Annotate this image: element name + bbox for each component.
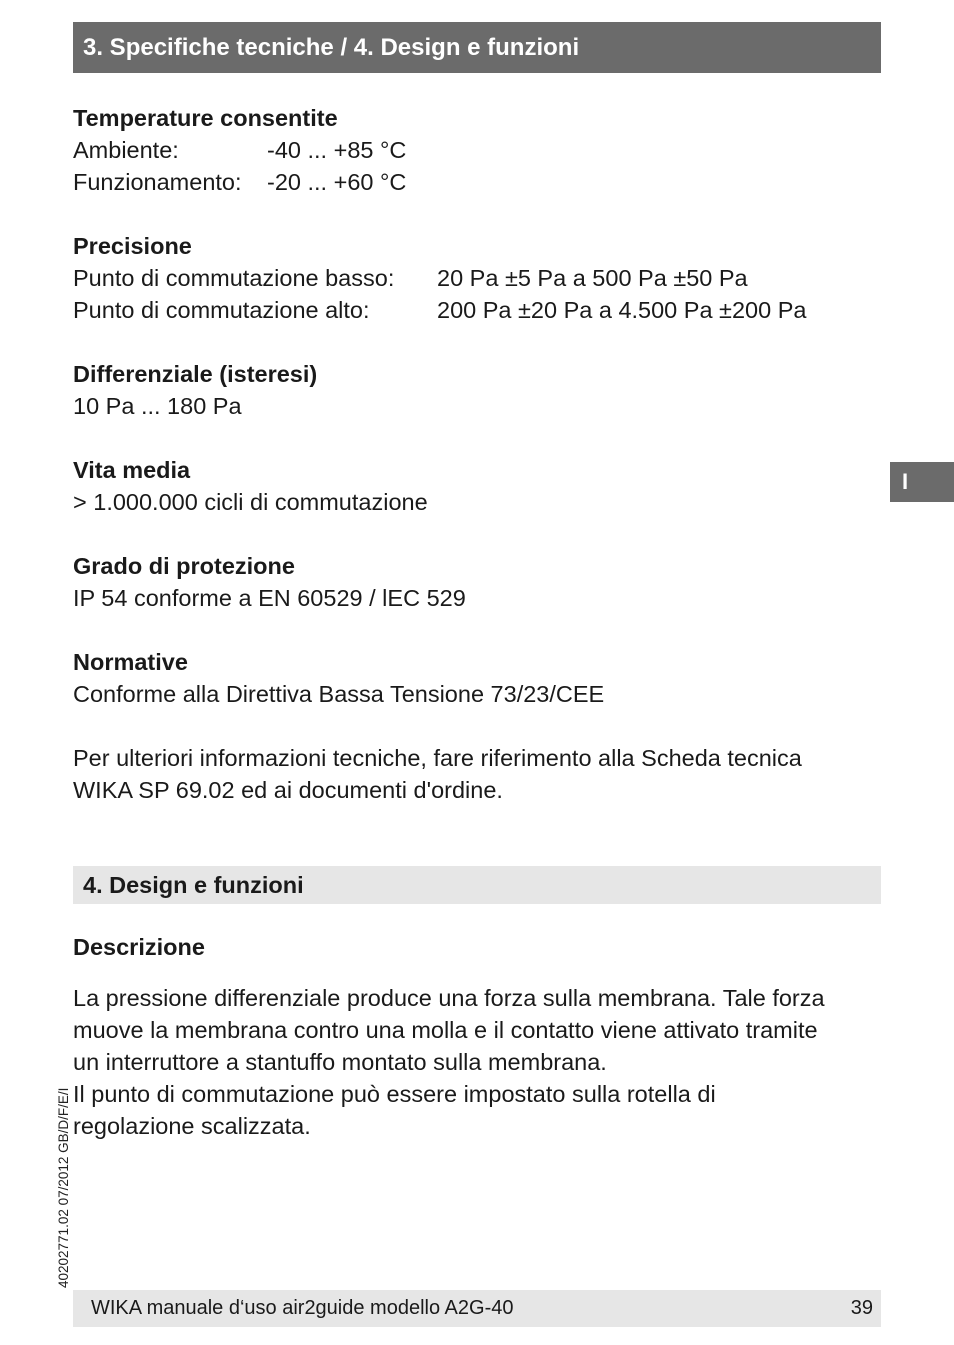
temperature-row-operating	[73, 166, 881, 198]
description-line: regolazione scalizzata.	[73, 1113, 311, 1139]
lifetime-heading: Vita media	[73, 457, 191, 483]
description-line: muove la membrana contro una molla e il contatto viene attivato tramite	[73, 1017, 818, 1043]
temperature-row-ambient	[73, 134, 881, 166]
temperature-heading: Temperature consentite	[73, 105, 338, 131]
temperature-label: Ambiente:	[73, 137, 179, 163]
page-number: 39	[850, 1297, 873, 1319]
footer-text: WIKA manuale d‘uso air2guide modello A2G-40	[91, 1297, 514, 1319]
description-line: un interruttore a stantuffo montato sulla membrana.	[73, 1049, 607, 1075]
description-line: La pressione differenziale produce una forza sulla membrana. Tale forza	[73, 985, 825, 1011]
page-header-title: 3. Specifiche tecniche / 4. Design e funzioni	[83, 34, 580, 61]
description-body	[73, 982, 888, 1142]
page-header	[73, 22, 881, 73]
specs-content	[73, 102, 881, 806]
lifetime-value: > 1.000.000 cicli di commutazione	[73, 489, 428, 515]
precision-value: 200 Pa ±20 Pa a 4.500 Pa ±200 Pa	[437, 297, 807, 323]
protection-heading: Grado di protezione	[73, 553, 295, 579]
page-footer	[73, 1290, 881, 1327]
precision-row-high	[73, 294, 881, 326]
language-tab	[890, 462, 954, 502]
note-line: Per ulteriori informazioni tecniche, fare riferimento alla Scheda tecnica	[73, 745, 802, 771]
document-code: 40202771.02 07/2012 GB/D/F/E/I	[56, 1087, 71, 1288]
standards-heading: Normative	[73, 649, 188, 675]
section-heading-title: 4. Design e funzioni	[83, 872, 304, 898]
precision-label: Punto di commutazione alto:	[73, 297, 370, 323]
precision-label: Punto di commutazione basso:	[73, 265, 395, 291]
differential-heading: Differenziale (isteresi)	[73, 361, 318, 387]
note-line: WIKA SP 69.02 ed ai documenti d'ordine.	[73, 777, 503, 803]
temperature-label: Funzionamento:	[73, 169, 242, 195]
differential-value: 10 Pa ... 180 Pa	[73, 393, 242, 419]
description-line: Il punto di commutazione può essere impostato sulla rotella di	[73, 1081, 716, 1107]
temperature-value: -20 ... +60 °C	[267, 169, 407, 195]
precision-row-low	[73, 262, 881, 294]
language-tab-label: I	[902, 469, 909, 494]
standards-value: Conforme alla Direttiva Bassa Tensione 73/23/CEE	[73, 681, 605, 707]
precision-value: 20 Pa ±5 Pa a 500 Pa ±50 Pa	[437, 265, 748, 291]
precision-heading: Precisione	[73, 233, 192, 259]
section-heading-design	[73, 866, 881, 904]
temperature-value: -40 ... +85 °C	[267, 137, 407, 163]
description-heading: Descrizione	[73, 934, 205, 960]
protection-value: IP 54 conforme a EN 60529 / lEC 529	[73, 585, 466, 611]
